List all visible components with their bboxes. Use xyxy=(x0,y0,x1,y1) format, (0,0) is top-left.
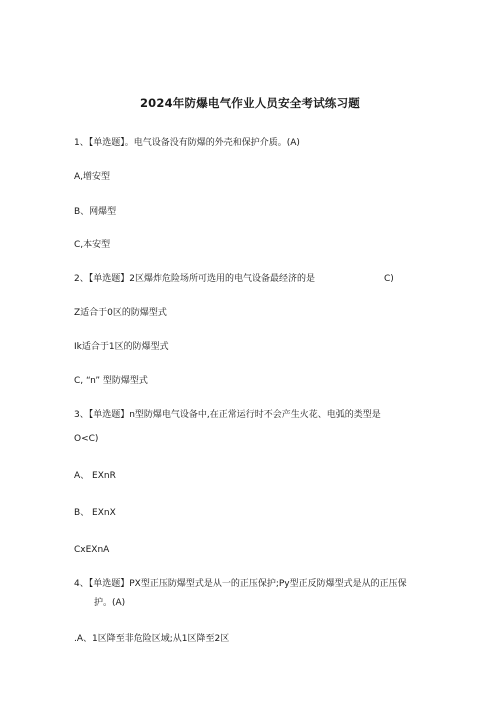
question-1-option-c: C,本安型 xyxy=(74,240,111,250)
question-4-stem-continued: 护。(A) xyxy=(94,598,126,608)
question-3-stem: 3、【单选题】n型防爆电气设备中,在正常运行时不会产生火花、电弧的类型是 xyxy=(74,410,381,420)
question-3-stem-continued: O<C) xyxy=(74,434,99,444)
question-2-answer: C) xyxy=(384,274,394,284)
question-3-option-b: B、 EXnX xyxy=(74,508,116,518)
question-2-option-a: Z适合于0区的防爆型式 xyxy=(74,308,167,318)
question-1-option-a: A,增安型 xyxy=(74,172,111,182)
question-1-option-b: B、网爆型 xyxy=(74,207,117,217)
question-2-stem: 2、【单选题】2区爆炸危险场所可选用的电气设备最经济的是 xyxy=(74,274,315,284)
document-title: 2024年防爆电气作业人员安全考试练习题 xyxy=(139,96,360,110)
question-2-option-c: C, “n” 型防爆型式 xyxy=(74,376,148,386)
question-2-option-b: Ik适合于1区的防爆型式 xyxy=(74,342,169,352)
question-1-stem: 1、【单选题】。电气设备没有防爆的外壳和保护介质。(A) xyxy=(74,138,300,148)
question-4-stem: 4、【单选题】PX型正压防爆型式是从一的正压保护;Py型正反防爆型式是从的正压保 xyxy=(74,579,407,589)
question-3-option-a: A、 EXnR xyxy=(74,471,116,481)
question-3-option-c: CxEXnA xyxy=(74,545,110,555)
question-4-option-a: .A、1区降至非危险区域;从1区降至2区 xyxy=(74,634,230,644)
